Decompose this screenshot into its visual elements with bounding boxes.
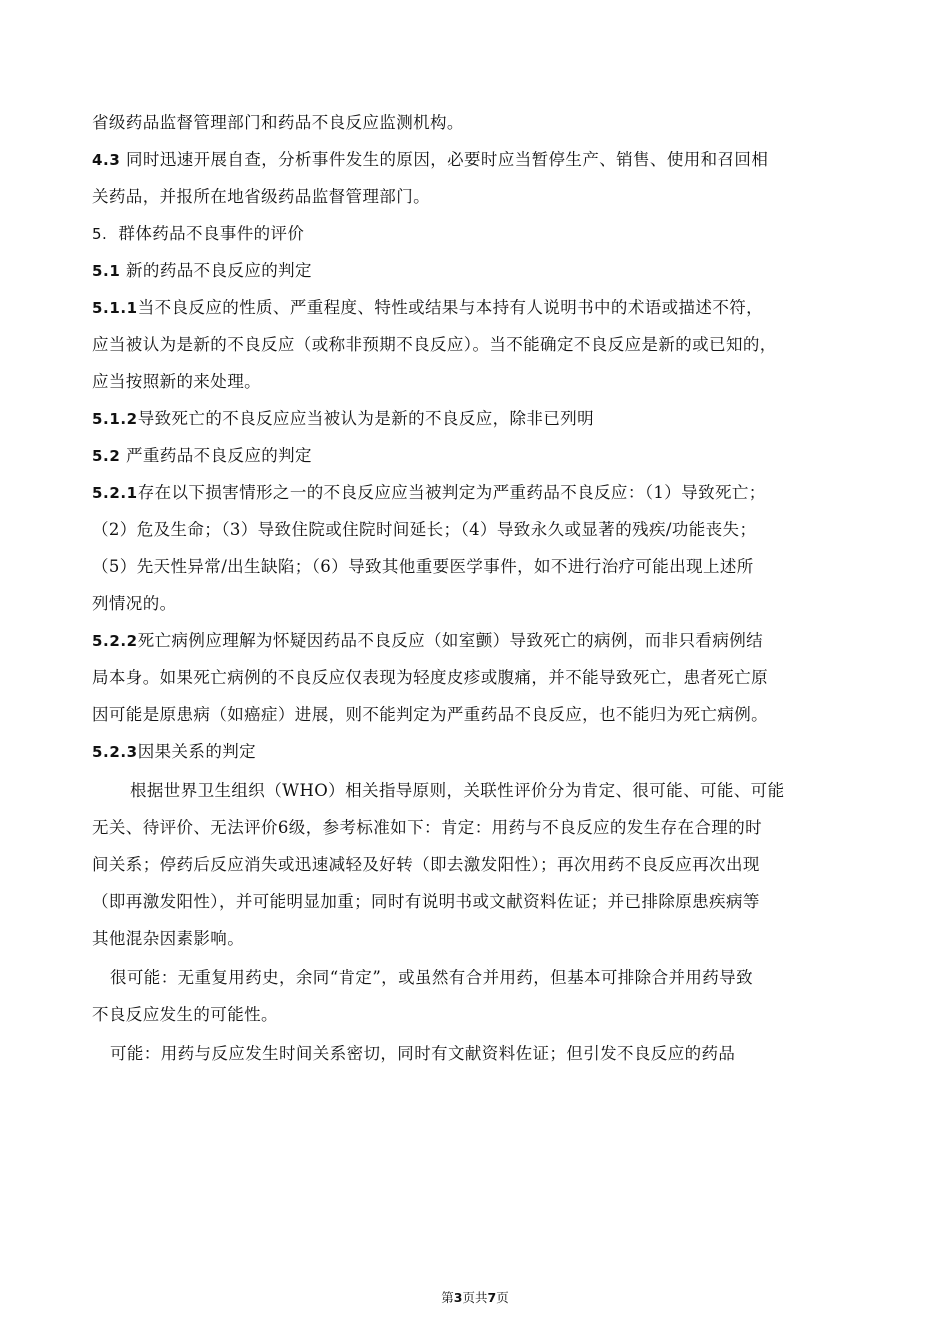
paragraph-line bbox=[92, 667, 768, 689]
paragraph-line bbox=[92, 556, 754, 578]
line-text: 应当被认为是新的不良反应（或称非预期不良反应）。当不能确定不良反应是新的或已知的， bbox=[92, 335, 777, 354]
heading-text: 因果关系的判定 bbox=[137, 742, 257, 761]
heading-text: 严重药品不良反应的判定 bbox=[126, 446, 312, 465]
line-text: 存在以下损害情形之一的不良反应应当被判定为严重药品不良反应：（1）导致死亡； bbox=[137, 483, 766, 502]
line-text: 局本身。如果死亡病例的不良反应仅表现为轻度皮疹或腹痛，并不能导致死亡，患者死亡原 bbox=[92, 668, 768, 687]
line-text: 列情况的。 bbox=[92, 594, 177, 613]
paragraph-line bbox=[92, 334, 777, 356]
line-text: 关药品，并报所在地省级药品监督管理部门。 bbox=[92, 187, 430, 206]
paragraph-line bbox=[92, 928, 244, 950]
line-text: 同时迅速开展自查，分析事件发生的原因，必要时应当暂停生产、销售、使用和召回相 bbox=[126, 150, 769, 169]
paragraph-line bbox=[92, 371, 261, 393]
paragraph-line bbox=[92, 817, 762, 839]
section-number: 5.1.2 bbox=[92, 410, 138, 428]
section-5-1-1-line bbox=[92, 297, 763, 319]
section-5-1-heading bbox=[92, 260, 312, 282]
section-4-3-line bbox=[92, 149, 768, 171]
paragraph-line bbox=[92, 112, 464, 134]
line-text: 导致死亡的不良反应应当被认为是新的不良反应，除非已列明 bbox=[137, 409, 595, 428]
page-footer bbox=[0, 1290, 950, 1306]
current-page-number: 3 bbox=[453, 1290, 463, 1305]
line-text: 很可能：无重复用药史，余同“肯定”，或虽然有合并用药，但基本可排除合并用药导致 bbox=[110, 968, 753, 987]
section-5-2-3-heading bbox=[92, 741, 256, 763]
section-number: 5.2.2 bbox=[92, 632, 138, 650]
line-text: 死亡病例应理解为怀疑因药品不良反应（如室颤）导致死亡的病例，而非只看病例结 bbox=[137, 631, 764, 650]
section-number: 4.3 bbox=[92, 151, 121, 169]
paragraph-line bbox=[92, 854, 760, 876]
paragraph-line bbox=[92, 704, 768, 726]
line-text: 省级药品监督管理部门和药品不良反应监测机构。 bbox=[92, 113, 464, 132]
paragraph-line bbox=[92, 891, 760, 913]
section-number: 5.2 bbox=[92, 447, 121, 465]
section-5-1-2-line bbox=[92, 408, 594, 430]
paragraph-line bbox=[110, 967, 753, 989]
section-number: 5.1 bbox=[92, 262, 121, 280]
paragraph-line bbox=[92, 1004, 278, 1026]
section-5-heading bbox=[92, 223, 304, 245]
section-5-2-2-line bbox=[92, 630, 763, 652]
section-5-2-heading bbox=[92, 445, 312, 467]
total-pages-number: 7 bbox=[487, 1290, 497, 1305]
section-number: 5.2.1 bbox=[92, 484, 138, 502]
section-5-2-1-line bbox=[92, 482, 766, 504]
paragraph-line bbox=[92, 519, 756, 541]
line-text: 因可能是原患病（如癌症）进展，则不能判定为严重药品不良反应，也不能归为死亡病例。 bbox=[92, 705, 768, 724]
section-number: 5.1.1 bbox=[92, 299, 138, 317]
line-text: 应当按照新的来处理。 bbox=[92, 372, 261, 391]
line-text: 无关、待评价、无法评价6级，参考标准如下：肯定：用药与不良反应的发生存在合理的时 bbox=[92, 818, 762, 837]
line-text: （2）危及生命；（3）导致住院或住院时间延长；（4）导致永久或显著的残疾/功能丧失； bbox=[92, 520, 757, 539]
paragraph-line bbox=[92, 593, 177, 615]
line-text: （即再激发阳性），并可能明显加重；同时有说明书或文献资料佐证；并已排除原患疾病等 bbox=[92, 892, 760, 911]
footer-middle: 页共 bbox=[462, 1290, 488, 1305]
line-text: 间关系；停药后反应消失或迅速减轻及好转（即去激发阳性）；再次用药不良反应再次出现 bbox=[92, 855, 760, 874]
footer-prefix: 第 bbox=[441, 1290, 454, 1305]
section-number: 5.2.3 bbox=[92, 743, 138, 761]
paragraph-line bbox=[92, 186, 430, 208]
heading-text: 新的药品不良反应的判定 bbox=[126, 261, 312, 280]
paragraph-line bbox=[130, 780, 784, 802]
line-text: （5）先天性异常/出生缺陷；（6）导致其他重要医学事件，如不进行治疗可能出现上述所 bbox=[92, 557, 754, 576]
heading-text: 群体药品不良事件的评价 bbox=[118, 224, 305, 243]
paragraph-line bbox=[110, 1043, 735, 1065]
line-text: 可能：用药与反应发生时间关系密切，同时有文献资料佐证；但引发不良反应的药品 bbox=[110, 1044, 736, 1063]
line-text: 当不良反应的性质、严重程度、特性或结果与本持有人说明书中的术语或描述不符， bbox=[137, 298, 764, 317]
line-text: 根据世界卫生组织（WHO）相关指导原则，关联性评价分为肯定、很可能、可能、可能 bbox=[130, 781, 785, 800]
footer-suffix: 页 bbox=[496, 1290, 509, 1305]
section-number: 5. bbox=[92, 225, 108, 243]
line-text: 不良反应发生的可能性。 bbox=[92, 1005, 278, 1024]
line-text: 其他混杂因素影响。 bbox=[92, 929, 245, 948]
